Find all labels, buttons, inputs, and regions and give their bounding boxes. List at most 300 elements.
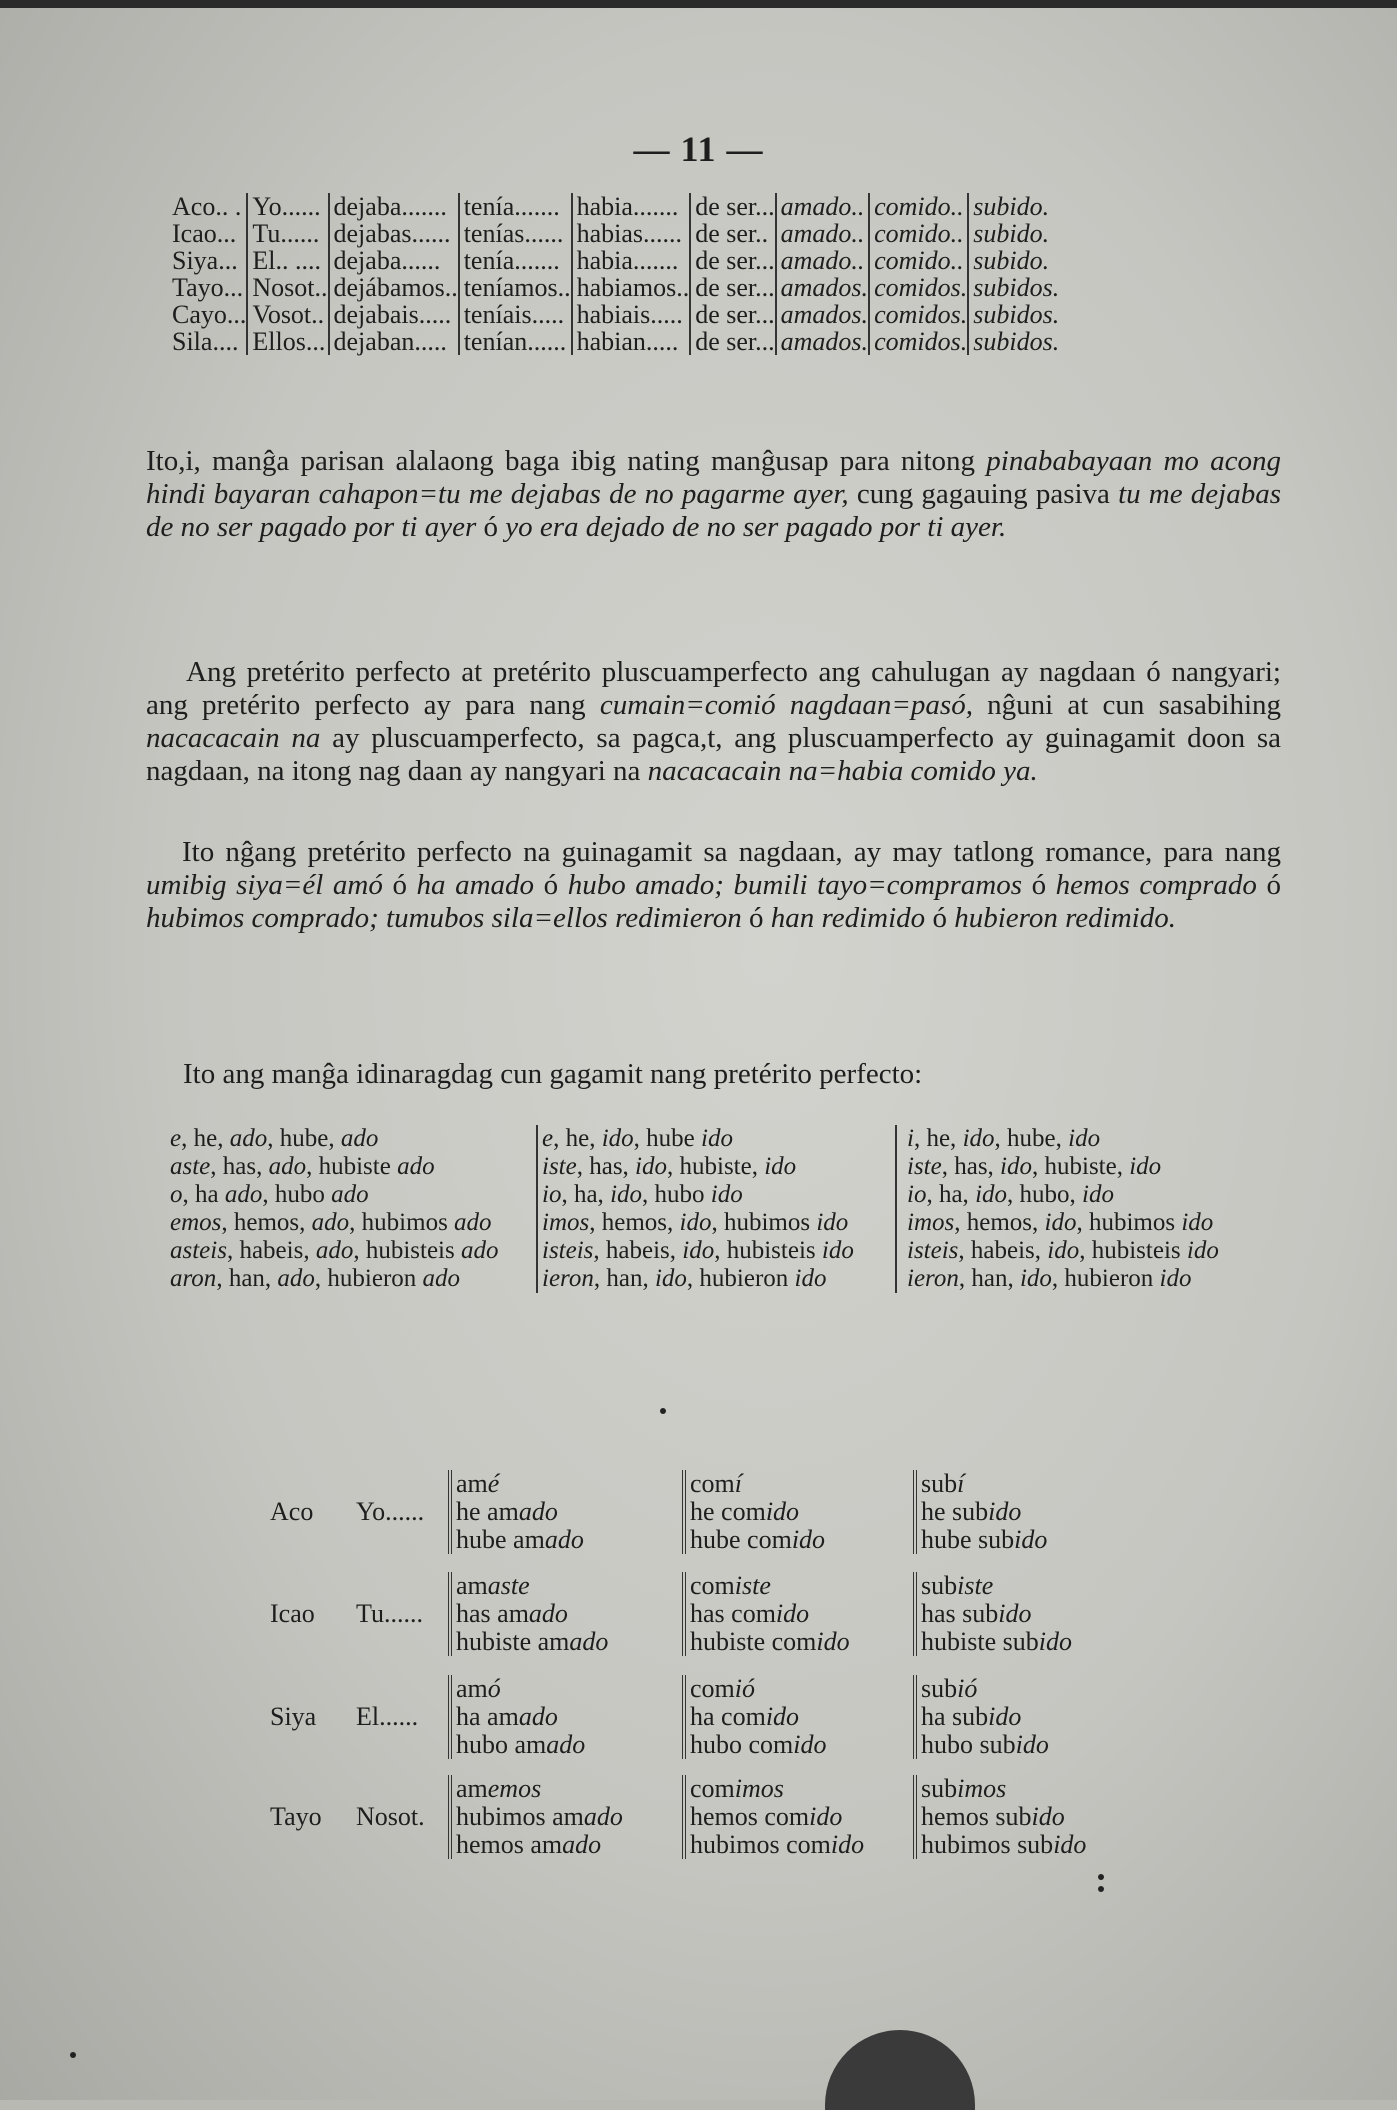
ending-entry	[907, 1237, 1261, 1265]
ending-part: ido	[1000, 1153, 1032, 1180]
ending-entry	[542, 1265, 890, 1293]
ending-part: , he,	[913, 1125, 963, 1152]
verb-ending: ido	[1053, 1830, 1087, 1859]
verb-stem: hubimos am	[456, 1802, 584, 1831]
para3-text-f: hubo amado; bumili tayo=compramos	[567, 869, 1022, 901]
ending-part: asteis	[170, 1237, 227, 1264]
verb-form-line	[921, 1498, 1047, 1526]
ending-part: ado	[454, 1209, 492, 1236]
verb-form-line	[690, 1831, 864, 1859]
ending-part: aron	[170, 1265, 217, 1292]
colon-mark	[1098, 1886, 1104, 1892]
para3-text-a: Ito nĝang pretérito perfecto na guinagamit sa nagdaan, ay may tatlong romance, para nang	[182, 836, 1281, 868]
verb-forms	[913, 1572, 1072, 1656]
conjugation-cell: habiais.....	[572, 301, 691, 328]
verb-stem: com	[690, 1469, 735, 1498]
ending-part: ido	[1019, 1265, 1052, 1292]
verb-ending: ido	[809, 1802, 843, 1831]
verb-forms	[682, 1470, 825, 1554]
ending-part: emos	[170, 1209, 222, 1236]
conjugation-cell: subido.	[968, 193, 1059, 220]
para3-text-j: hubimos comprado; tumubos sila=ellos redimieron	[146, 902, 742, 934]
verb-stem: has am	[456, 1599, 529, 1628]
verb-stem: sub	[921, 1571, 958, 1600]
conjugation-table	[168, 193, 1059, 355]
conjugation-row	[168, 301, 1059, 328]
conjugation-cell: habiamos..	[572, 274, 691, 301]
conjugation-cell: de ser...	[690, 193, 775, 220]
conjugation-cell: dejábamos..	[329, 274, 459, 301]
conjugation-cell: de ser...	[690, 247, 775, 274]
verb-forms	[448, 1775, 623, 1859]
colon-mark	[1098, 1874, 1104, 1880]
conjugation-cell: tenía.......	[459, 193, 572, 220]
ending-part: io	[542, 1181, 562, 1208]
verb-form-line	[456, 1703, 585, 1731]
verb-ending: iste	[957, 1571, 994, 1600]
ending-part: ado	[229, 1125, 268, 1152]
verb-form-line	[690, 1803, 864, 1831]
page-top-edge	[0, 0, 1397, 8]
ending-part: , hubisteis	[714, 1237, 822, 1264]
verb-stem: ha com	[690, 1702, 766, 1731]
verb-ending: imos	[957, 1774, 1007, 1803]
ending-part: , hubiste,	[667, 1153, 765, 1180]
ending-part: , hube,	[994, 1125, 1069, 1152]
verb-forms	[682, 1675, 827, 1759]
conjugation-cell: subido.	[968, 220, 1059, 247]
ending-part: ido	[1129, 1153, 1162, 1180]
verb-form-line	[921, 1572, 1072, 1600]
conjugation-cell: subido.	[968, 247, 1059, 274]
verb-form-line	[690, 1526, 825, 1554]
verb-form-line	[690, 1470, 825, 1498]
ending-part: ido	[1181, 1209, 1214, 1236]
endings-column-ar	[170, 1125, 515, 1293]
para1-text-b: pinababayaan mo acong hindi bayaran cahapon=tu me dejabas de no pagarme ayer,	[146, 445, 1281, 510]
ending-part: ado	[277, 1265, 315, 1292]
ending-part: , has,	[210, 1153, 269, 1180]
ending-part: ido	[1186, 1237, 1219, 1264]
conjugation-cell: comido..	[869, 220, 968, 247]
verb-ending: ido	[765, 1497, 800, 1526]
conjugation-cell: de ser..	[690, 220, 775, 247]
pronoun-pair	[270, 1600, 423, 1628]
conjugation-cell: amado..	[776, 247, 869, 274]
conjugation-cell: Icao...	[172, 219, 237, 248]
verb-form-line	[690, 1775, 864, 1803]
ending-part: , hubieron	[686, 1265, 795, 1292]
conjugation-cell: comido..	[869, 247, 968, 274]
conjugation-cell: subidos.	[968, 274, 1059, 301]
ending-part: ido	[701, 1125, 733, 1152]
conjugation-cell: amados.	[776, 274, 869, 301]
conjugation-cell: dejabais.....	[329, 301, 459, 328]
ending-part: , he,	[553, 1125, 602, 1152]
ending-part: , hubo,	[1007, 1181, 1083, 1208]
para2-text-b: cumain=comió nagdaan=pasó,	[599, 689, 973, 721]
verb-ending: ido	[1038, 1627, 1072, 1656]
ending-part: , han,	[593, 1265, 655, 1292]
ending-entry	[170, 1125, 515, 1153]
ending-part: ado	[311, 1209, 350, 1236]
ending-part: ido	[635, 1153, 667, 1180]
ending-part: , ha	[182, 1181, 225, 1208]
verb-ending: ado	[583, 1802, 623, 1831]
verb-ending: ado	[546, 1730, 586, 1759]
verb-stem: hemos am	[456, 1830, 563, 1859]
verb-ending: ado	[569, 1627, 609, 1656]
verb-forms	[913, 1675, 1049, 1759]
conjugation-cell: comido..	[869, 193, 968, 220]
verb-ending: ado	[528, 1599, 568, 1628]
ending-part: , hubimos	[1076, 1209, 1182, 1236]
para3-text-h: hemos comprado	[1055, 869, 1257, 901]
verb-ending: ido	[988, 1702, 1022, 1731]
ending-part: ido	[1068, 1125, 1101, 1152]
verb-stem: hubiste am	[456, 1627, 570, 1656]
verb-forms	[913, 1775, 1086, 1859]
paragraph-preterito	[146, 656, 1281, 788]
verb-form-line	[456, 1731, 585, 1759]
conjugation-row	[168, 193, 1059, 220]
ending-part: , hemos,	[221, 1209, 312, 1236]
ending-part: , han,	[216, 1265, 278, 1292]
verb-stem: am	[456, 1674, 488, 1703]
verb-form-line	[690, 1675, 827, 1703]
verb-ending: ido	[1031, 1802, 1065, 1831]
verb-stem: com	[690, 1774, 735, 1803]
ending-part: ido	[654, 1265, 687, 1292]
ending-part: ido	[610, 1181, 643, 1208]
ending-part: , habeis,	[226, 1237, 316, 1264]
verb-stem: sub	[921, 1674, 958, 1703]
verb-form-line	[690, 1572, 850, 1600]
verb-stem: he am	[456, 1497, 519, 1526]
verb-ending: ado	[544, 1525, 584, 1554]
conjugation-row	[168, 220, 1059, 247]
ending-part: , ha,	[561, 1181, 611, 1208]
verb-ending: ió	[734, 1674, 755, 1703]
verb-form-line	[456, 1600, 608, 1628]
verb-stem: hubimos sub	[921, 1830, 1054, 1859]
para3-text-m: ó	[925, 902, 955, 934]
verb-stem: am	[456, 1774, 488, 1803]
verb-forms	[682, 1572, 850, 1656]
verb-form-line	[456, 1803, 623, 1831]
ending-part: ado	[397, 1153, 435, 1180]
verb-form-line	[921, 1803, 1086, 1831]
ending-part: imos	[542, 1209, 590, 1236]
conjugation-cell: tenías......	[459, 220, 572, 247]
ending-part: iste	[542, 1153, 577, 1180]
ending-part: ado	[268, 1153, 307, 1180]
spanish-pronoun: Nosot.	[356, 1802, 425, 1831]
para2-text-f: nacacacain na=habia comido ya.	[647, 755, 1038, 787]
verb-ending: ido	[791, 1525, 826, 1554]
para1-text-a: Ito,i, manĝa parisan alalaong baga ibig nating manĝusap para nitong	[146, 445, 976, 477]
conjugation-cell: habias......	[572, 220, 691, 247]
ending-part: ido	[1044, 1209, 1077, 1236]
ending-part: ado	[422, 1265, 461, 1292]
ending-entry	[542, 1209, 890, 1237]
ending-entry	[542, 1125, 890, 1153]
conjugation-cell: dejaban.....	[329, 328, 459, 355]
endings-column-er	[536, 1125, 890, 1293]
verb-form-line	[921, 1526, 1047, 1554]
ending-part: imos	[907, 1209, 955, 1236]
verb-ending: ido	[1015, 1730, 1049, 1759]
verb-ending: ido	[1014, 1525, 1048, 1554]
para2-text-d: nacacacain na	[146, 722, 321, 754]
ending-part: , habeis,	[593, 1237, 683, 1264]
conjugation-cell: de ser...	[690, 328, 775, 355]
conjugation-cell: habia.......	[572, 193, 691, 220]
verb-forms	[682, 1775, 864, 1859]
conjugation-cell: dejaba.......	[329, 193, 459, 220]
ending-entry	[907, 1125, 1261, 1153]
verb-forms	[448, 1675, 585, 1759]
verb-form-line	[690, 1731, 827, 1759]
conjugation-cell: tenían......	[459, 328, 572, 355]
ending-entry	[170, 1265, 515, 1293]
verb-forms	[448, 1470, 584, 1554]
ending-part: , hube,	[267, 1125, 341, 1152]
conjugation-cell: amado..	[776, 220, 869, 247]
verb-form-line	[921, 1775, 1086, 1803]
ending-part: , hubimos	[711, 1209, 817, 1236]
pronoun-pair	[270, 1703, 418, 1731]
verb-ending: imos	[734, 1774, 784, 1803]
tagalog-pronoun: Tayo	[270, 1802, 322, 1831]
ending-part: , hubieron	[314, 1265, 423, 1292]
ending-part: , hubimos	[349, 1209, 455, 1236]
ending-part: ido	[764, 1153, 797, 1180]
verb-ending: ado	[518, 1497, 558, 1526]
spanish-pronoun: Yo......	[356, 1497, 425, 1526]
ending-entry	[170, 1153, 515, 1181]
para1-text-d: tu me dejabas de no ser pagado por ti ayer	[146, 478, 1281, 543]
verb-form-line	[456, 1470, 584, 1498]
pronoun-pair	[270, 1498, 424, 1526]
ending-part: , he,	[181, 1125, 230, 1152]
ending-entry	[542, 1237, 890, 1265]
ending-entry	[170, 1181, 515, 1209]
verb-form-line	[456, 1831, 623, 1859]
ending-part: ido	[710, 1181, 743, 1208]
verb-form-line	[690, 1703, 827, 1731]
verb-ending: ido	[793, 1730, 827, 1759]
ending-part: , hubisteis	[353, 1237, 461, 1264]
verb-form-line	[456, 1526, 584, 1554]
ending-part: ado	[224, 1181, 263, 1208]
ending-entry	[170, 1237, 515, 1265]
conjugation-cell: tenía.......	[459, 247, 572, 274]
ending-part: , han,	[958, 1265, 1020, 1292]
ending-part: i	[907, 1125, 914, 1152]
tagalog-pronoun: Icao	[270, 1599, 315, 1628]
verb-stem: hube am	[456, 1525, 545, 1554]
ending-part: , habeis,	[958, 1237, 1048, 1264]
tagalog-pronoun: Aco	[270, 1497, 314, 1526]
conjugation-cell: Tayo...	[172, 273, 244, 302]
spanish-pronoun: El......	[356, 1702, 419, 1731]
verb-stem: hubo sub	[921, 1730, 1016, 1759]
verb-form-line	[690, 1498, 825, 1526]
pronoun-pair	[270, 1803, 425, 1831]
conjugation-cell: de ser...	[690, 301, 775, 328]
verb-stem: am	[456, 1571, 488, 1600]
ending-part: , has,	[941, 1153, 1001, 1180]
conjugation-cell: amado..	[776, 193, 869, 220]
scan-finger-shadow	[825, 2030, 975, 2110]
spanish-pronoun: Tu......	[356, 1599, 423, 1628]
conjugation-row	[168, 274, 1059, 301]
ending-part: , hubo	[262, 1181, 332, 1208]
ending-part: ido	[962, 1125, 995, 1152]
verb-stem: hubo am	[456, 1730, 547, 1759]
verb-form-line	[690, 1600, 850, 1628]
ending-part: , hemos,	[589, 1209, 680, 1236]
ending-part: ado	[315, 1237, 354, 1264]
verb-form-line	[456, 1675, 585, 1703]
verb-stem: hube sub	[921, 1525, 1015, 1554]
verb-ending: ido	[765, 1702, 800, 1731]
endings-column-ir	[895, 1125, 1261, 1293]
paragraph-passive	[146, 445, 1281, 544]
ending-part: ado	[340, 1125, 379, 1152]
ending-part: ido	[682, 1237, 715, 1264]
verb-ending: aste	[487, 1571, 530, 1600]
ending-part: isteis	[907, 1237, 959, 1264]
verb-stem: hemos com	[690, 1802, 810, 1831]
verb-stem: hubimos com	[690, 1830, 831, 1859]
verb-forms	[448, 1572, 608, 1656]
conjugation-cell: teníais.....	[459, 301, 572, 328]
conjugation-cell: El.. ....	[247, 247, 328, 274]
verb-form-line	[690, 1628, 850, 1656]
ending-part: , hubiste	[306, 1153, 398, 1180]
verb-stem: hube com	[690, 1525, 792, 1554]
ending-part: ido	[601, 1125, 634, 1152]
verb-stem: sub	[921, 1774, 958, 1803]
verb-ending: ió	[957, 1674, 978, 1703]
conjugation-cell: Siya...	[172, 246, 238, 275]
verb-ending: í	[957, 1469, 965, 1498]
ending-entry	[907, 1181, 1261, 1209]
para2-text-c: nĝuni at cun sasabihing	[972, 689, 1281, 721]
page-number: — 11 —	[633, 129, 764, 169]
ending-part: , ha,	[926, 1181, 976, 1208]
verb-stem: hemos sub	[921, 1802, 1032, 1831]
conjugation-cell: subidos.	[968, 328, 1059, 355]
ending-part: ieron	[907, 1265, 959, 1292]
ending-part: isteis	[542, 1237, 594, 1264]
para3-text-c: ó	[382, 869, 417, 901]
paragraph-romance	[146, 836, 1281, 935]
verb-ending: ido	[775, 1599, 810, 1628]
verb-stem: he com	[690, 1497, 766, 1526]
speck-mark	[70, 2052, 76, 2058]
conjugation-row	[168, 247, 1059, 274]
conjugation-cell: Ellos...	[247, 328, 328, 355]
verb-ending: ado	[518, 1702, 558, 1731]
ending-part: ado	[331, 1181, 369, 1208]
ending-part: , hube	[633, 1125, 702, 1152]
para3-text-k: ó	[741, 902, 771, 934]
ending-entry	[542, 1153, 890, 1181]
conjugation-cell: comidos.	[869, 328, 968, 355]
para3-text-i: ó	[1256, 869, 1282, 901]
verb-form-line	[921, 1831, 1086, 1859]
verb-ending: é	[487, 1469, 500, 1498]
ending-entry	[907, 1209, 1261, 1237]
conjugation-cell: Nosot..	[247, 274, 328, 301]
verb-stem: sub	[921, 1469, 958, 1498]
verb-stem: com	[690, 1571, 735, 1600]
verb-form-line	[921, 1703, 1049, 1731]
verb-form-line	[921, 1600, 1072, 1628]
ending-part: ido	[1047, 1237, 1080, 1264]
verb-form-line	[456, 1628, 608, 1656]
ending-part: io	[907, 1181, 927, 1208]
ending-entry	[542, 1181, 890, 1209]
ending-part: ido	[1082, 1181, 1114, 1208]
ending-part: ido	[816, 1209, 849, 1236]
endings-heading: Ito ang manĝa idinaragdag cun gagamit nang pretérito perfecto:	[183, 1058, 923, 1090]
verb-ending: ido	[988, 1497, 1022, 1526]
ending-part: ido	[679, 1209, 712, 1236]
conjugation-cell: Aco.. .	[172, 192, 242, 221]
verb-ending: ido	[830, 1830, 865, 1859]
conjugation-cell: Cayo...	[172, 300, 247, 329]
verb-forms	[913, 1470, 1047, 1554]
verb-stem: has sub	[921, 1599, 999, 1628]
verb-ending: emos	[487, 1774, 542, 1803]
conjugation-cell: dejabas......	[329, 220, 459, 247]
verb-form-line	[456, 1775, 623, 1803]
ending-part: o	[170, 1181, 183, 1208]
para2-text-e: ay pluscuamperfecto, sa pagca,t, ang pluscuamperfecto ay guinagamit doon sa nagdaan, na itong nag daan ay nangyari na	[146, 722, 1281, 787]
ending-part: ido	[794, 1265, 827, 1292]
ending-part: ido	[821, 1237, 854, 1264]
verb-form-line	[921, 1628, 1072, 1656]
conjugation-cell: Tu......	[247, 220, 328, 247]
verb-form-line	[921, 1675, 1049, 1703]
conjugation-cell: comidos.	[869, 274, 968, 301]
conjugation-cell: habia.......	[572, 247, 691, 274]
conjugation-cell: dejaba......	[329, 247, 459, 274]
para2-text-a: Ang pretérito perfecto at pretérito pluscuamperfecto ang cahulugan ay nagdaan ó nangyari; ang pretérito perfecto ay para nang	[146, 656, 1281, 721]
ending-entry	[907, 1153, 1261, 1181]
verb-form-line	[456, 1572, 608, 1600]
ending-part: aste	[170, 1153, 211, 1180]
verb-ending: ido	[998, 1599, 1032, 1628]
conjugation-cell: Yo......	[247, 193, 328, 220]
conjugation-cell: amados.	[776, 328, 869, 355]
ending-entry	[170, 1209, 515, 1237]
verb-ending: ó	[487, 1674, 501, 1703]
ending-part: , hubo	[642, 1181, 711, 1208]
ending-part: , hubisteis	[1079, 1237, 1187, 1264]
verb-ending: ido	[816, 1627, 850, 1656]
verb-stem: has com	[690, 1599, 776, 1628]
ending-part: ido	[975, 1181, 1008, 1208]
verb-stem: com	[690, 1674, 735, 1703]
verb-ending: ado	[562, 1830, 602, 1859]
conjugation-row	[168, 328, 1059, 355]
verb-stem: ha am	[456, 1702, 519, 1731]
